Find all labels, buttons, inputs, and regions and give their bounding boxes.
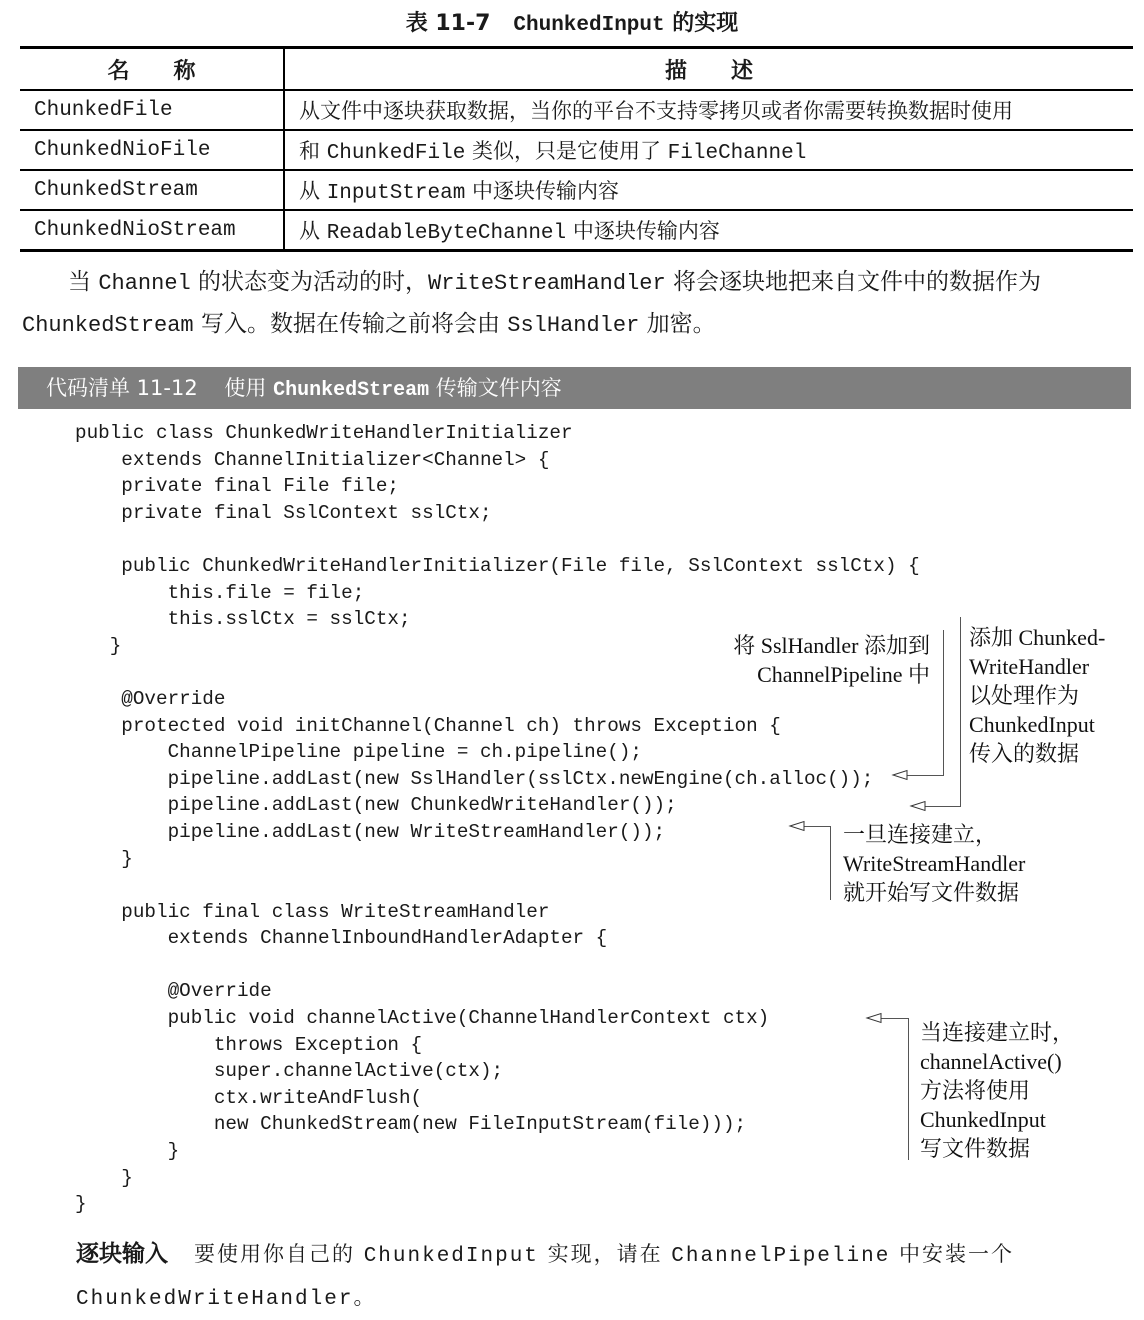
connector-line: [804, 826, 830, 827]
desc-text: 从: [299, 219, 327, 243]
connector-line: [960, 617, 961, 807]
row-desc: [284, 170, 1133, 210]
code-line: public final class WriteStreamHandler: [75, 900, 550, 923]
table-row: [20, 90, 1133, 130]
connector-line: [924, 806, 961, 807]
header-name: 名 称: [20, 48, 284, 91]
annotation-channel-active: [920, 1018, 1120, 1163]
connector-line: [943, 630, 944, 776]
code-line: }: [75, 847, 133, 870]
body-paragraph: [22, 262, 1134, 346]
code-line: ChannelPipeline pipeline = ch.pipeline();: [75, 741, 642, 764]
desc-text: 类似，只是它使用了: [465, 139, 668, 163]
annotation-line: 以处理作为: [969, 683, 1080, 708]
text: 写入。数据在传输之前将会由: [193, 311, 508, 337]
desc-text: 中逐块传输内容: [465, 179, 619, 203]
annotation-line: 方法将使用: [920, 1078, 1031, 1103]
text: 当: [22, 269, 99, 295]
desc-text: 从文件中逐块获取数据，当你的平台不支持零拷贝或者你需要转换数据时使用: [299, 99, 1013, 123]
caption-suffix: 的实现: [672, 11, 739, 36]
row-desc: [284, 210, 1133, 251]
text: 加密。: [639, 311, 716, 337]
inline-code: ChunkedWriteHandler: [76, 1288, 354, 1311]
row-desc: [284, 90, 1133, 130]
code-listing: [75, 420, 920, 1218]
annotation-line: 就开始写文件数据: [843, 880, 1020, 905]
annotation-line: channelActive(): [920, 1049, 1062, 1074]
code-line: }: [75, 1166, 133, 1189]
code-line: @Override: [75, 980, 272, 1003]
inline-code: SslHandler: [507, 313, 640, 338]
text: 的状态变为活动的时，: [190, 269, 429, 295]
code-line: pipeline.addLast(new ChunkedWriteHandler());: [75, 794, 677, 817]
listing-title-prefix: 使用: [224, 376, 274, 400]
code-line: extends ChannelInitializer<Channel> {: [75, 448, 550, 471]
code-line: public class ChunkedWriteHandlerInitializer: [75, 422, 573, 444]
code-line: private final File file;: [75, 475, 399, 498]
code-line: private final SslContext sslCtx;: [75, 501, 492, 524]
row-name: ChunkedNioFile: [20, 130, 284, 170]
code-line: }: [75, 1140, 180, 1163]
annotation-line: 一旦连接建立，: [843, 822, 998, 847]
listing-label: 代码清单 11-12: [46, 376, 198, 400]
desc-code: ChunkedFile: [326, 142, 466, 165]
connector-line: [881, 1018, 908, 1019]
code-line: new ChunkedStream(new FileInputStream(file)));: [75, 1113, 747, 1136]
inline-code: WriteStreamHandler: [428, 271, 666, 296]
listing-header: [18, 367, 1131, 409]
connector-line: [908, 1018, 909, 1160]
code-line: public void channelActive(ChannelHandlerContext ctx): [75, 1007, 770, 1030]
inline-code: ChunkedInput: [363, 1245, 539, 1268]
desc-code: ReadableByteChannel: [326, 222, 567, 245]
code-line: }: [75, 1193, 87, 1216]
row-desc: [284, 130, 1133, 170]
code-line: pipeline.addLast(new SslHandler(sslCtx.newEngine(ch.alloc());: [75, 767, 874, 790]
connector-line: [830, 826, 831, 900]
chunked-input-table: [20, 46, 1133, 252]
caption-code: ChunkedInput: [513, 14, 665, 37]
annotation-line: 当连接建立时，: [920, 1020, 1075, 1045]
tip-label: 逐块输入: [76, 1241, 168, 1267]
row-name: ChunkedFile: [20, 90, 284, 130]
code-line: pipeline.addLast(new WriteStreamHandler());: [75, 820, 666, 843]
code-line: }: [75, 634, 122, 657]
row-name: ChunkedStream: [20, 170, 284, 210]
text: 实现，请在: [538, 1242, 672, 1266]
annotation-line: ChunkedInput: [920, 1107, 1046, 1132]
annotation-write-stream: [843, 820, 1063, 907]
text: 将会逐块地把来自文件中的数据作为: [665, 269, 1041, 295]
annotation-ssl: [690, 631, 930, 689]
annotation-line: 添加 Chunked-: [969, 625, 1106, 650]
desc-text: 从: [299, 179, 327, 203]
table-row: [20, 170, 1133, 210]
table-row: [20, 130, 1133, 170]
annotation-line: ChunkedInput: [969, 712, 1095, 737]
desc-text: 和: [299, 139, 327, 163]
code-line: this.sslCtx = sslCtx;: [75, 608, 411, 631]
code-line: ctx.writeAndFlush(: [75, 1086, 423, 1109]
annotation-line: 将 SslHandler 添加到: [733, 633, 930, 658]
inline-code: Channel: [98, 271, 191, 296]
table-header-row: [20, 48, 1133, 91]
desc-text: 中逐块传输内容: [566, 219, 720, 243]
code-line: extends ChannelInboundHandlerAdapter {: [75, 927, 608, 950]
code-line: throws Exception {: [75, 1033, 423, 1056]
annotation-chunked: [969, 623, 1139, 768]
code-line: protected void initChannel(Channel ch) throws Exception {: [75, 714, 781, 737]
code-line: super.channelActive(ctx);: [75, 1060, 504, 1083]
caption-prefix: 表 11-7: [405, 11, 491, 36]
row-name: ChunkedNioStream: [20, 210, 284, 251]
annotation-line: WriteHandler: [969, 654, 1090, 679]
code-line: public ChunkedWriteHandlerInitializer(File file, SslContext sslCtx) {: [75, 554, 920, 577]
annotation-line: 写文件数据: [920, 1136, 1031, 1161]
connector-line: [906, 775, 944, 776]
code-line: this.file = file;: [75, 581, 365, 604]
desc-code: FileChannel: [667, 142, 807, 165]
annotation-line: 传入的数据: [969, 741, 1080, 766]
tip-chunked-input: [76, 1234, 1136, 1320]
annotation-line: ChannelPipeline 中: [757, 662, 930, 687]
text: 中安装一个: [890, 1242, 1014, 1266]
header-desc: 描 述: [284, 48, 1133, 91]
code-line: @Override: [75, 687, 226, 710]
inline-code: ChunkedStream: [22, 313, 194, 338]
table-caption: [0, 6, 1144, 37]
listing-title-suffix: 传输文件内容: [429, 376, 562, 400]
annotation-line: WriteStreamHandler: [843, 851, 1026, 876]
text: 。: [353, 1285, 377, 1309]
inline-code: ChannelPipeline: [671, 1245, 891, 1268]
table-row: [20, 210, 1133, 251]
text: 要使用你自己的: [194, 1242, 364, 1266]
listing-title-code: ChunkedStream: [273, 379, 430, 402]
desc-code: InputStream: [326, 182, 466, 205]
